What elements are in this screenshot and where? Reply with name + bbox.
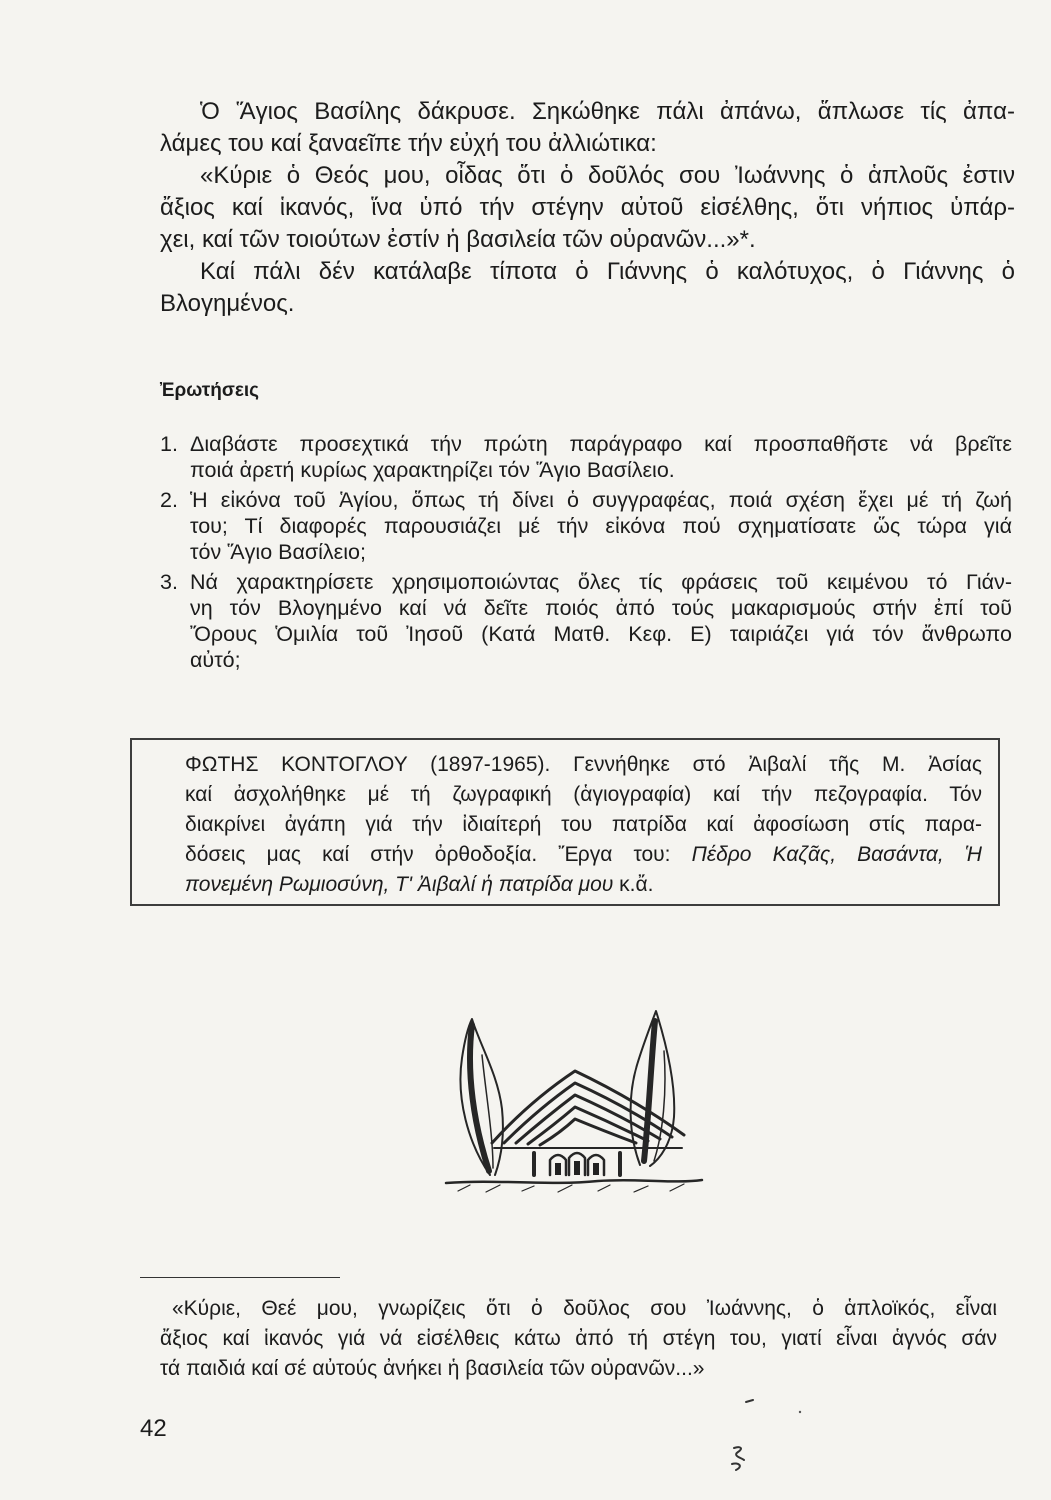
scan-mark	[720, 1390, 810, 1475]
question-line: Διαβάστε προσεχτικά τήν πρώτη παράγραφο καί προσπαθῆστε νά βρεῖτε	[190, 432, 1012, 456]
church-roof	[492, 1071, 684, 1148]
passage-line: Καί πάλι δέν κατάλαβε τίποτα ὁ Γιάννης ὁ καλότυχος, ὁ Γιάννης ὁ	[200, 258, 1015, 285]
passage-line: λάμες του καί ξαναεῖπε τήν εὐχή του ἀλλιώτικα:	[160, 130, 657, 157]
question-text	[190, 569, 1012, 673]
story-passage	[160, 96, 1015, 320]
question-line: ποιά ἀρετή κυρίως χαρακτηρίζει τόν Ἅγιο Βασίλειο.	[190, 458, 675, 482]
question-line: Ὄρους Ὁμιλία τοῦ Ἰησοῦ (Κατά Ματθ. Κεφ. Ε) ταιριάζει γιά τόν ἄνθρωπο	[190, 622, 1012, 646]
question-line: αὐτό;	[190, 648, 241, 672]
bio-line	[185, 870, 982, 900]
passage-line: χει, καί τῶν τοιούτων ἐστίν ἡ βασιλεία τῶν οὐρανῶν...»*.	[160, 226, 756, 253]
passage-line: ἄξιος καί ἱκανός, ἵνα ὑπό τήν στέγην αὐτοῦ εἰσέλθης, ὅτι νήπιος ὑπάρ-	[160, 194, 1015, 221]
question-line: Νά χαρακτηρίσετε χρησιμοποιώντας ὅλες τίς φράσεις τοῦ κειμένου τό Γιάν-	[190, 570, 1012, 594]
question-item	[160, 431, 1012, 483]
passage-line: Βλογημένος.	[160, 290, 295, 317]
bio-text-segment: δόσεις μας καί στήν ὀρθοδοξία. Ἔργα του:	[185, 843, 692, 866]
question-line: νη τόν Βλογημένο καί νά δεῖτε ποιός ἀπό τούς μακαρισμούς στήν ἐπί τοῦ	[190, 596, 1012, 620]
church-illustration	[438, 1003, 708, 1198]
footnote-rule	[140, 1277, 340, 1278]
bio-line	[185, 750, 982, 780]
question-number: 1.	[160, 432, 178, 456]
bio-line	[185, 810, 982, 840]
question-number: 2.	[160, 488, 178, 512]
bio-line	[185, 780, 982, 810]
question-number: 3.	[160, 570, 178, 594]
footnote	[160, 1294, 997, 1384]
question-text	[190, 487, 1012, 565]
bio-text-segment: διακρίνει ἀγάπη γιά τήν ἰδιαίτερή του πατρίδα καί ἀφοσίωση στίς παρα-	[185, 813, 982, 836]
works-titles: Πέδρο Καζᾶς, Βασάντα, Ἡ	[691, 843, 982, 866]
question-line: του; Τί διαφορές παρουσιάζει μέ τήν εἰκόνα πού σχηματίσατε ὥς τώρα γιά	[190, 514, 1012, 538]
bio-text-segment: ΦΩΤΗΣ ΚΟΝΤΟΓΛΟΥ (1897-1965). Γεννήθηκε στό Ἀιβαλί τῆς Μ. Ἀσίας	[185, 753, 982, 776]
bio-line	[185, 840, 982, 870]
footnote-line: τά παιδιά καί σέ αὐτούς ἀνήκει ἡ βασιλεία τῶν οὐρανῶν...»	[160, 1357, 705, 1380]
question-item	[160, 487, 1012, 565]
bio-text-segment: καί ἀσχολήθηκε μέ τή ζωγραφική (ἁγιογραφία) καί τήν πεζογραφία. Τόν	[185, 783, 982, 806]
bio-text-segment: κ.ἄ.	[613, 873, 654, 896]
page-number: 42	[140, 1415, 167, 1442]
question-text	[190, 431, 1012, 483]
footnote-line: «Κύριε, Θεέ μου, γνωρίζεις ὅτι ὁ δοῦλος σου Ἰωάννης, ὁ ἁπλοϊκός, εἶναι	[172, 1297, 997, 1320]
passage-line: «Κύριε ὁ Θεός μου, οἶδας ὅτι ὁ δοῦλός σου Ἰωάννης ὁ ἁπλοῦς ἐστιν	[200, 162, 1015, 189]
question-item	[160, 569, 1012, 673]
left-cypress	[460, 1019, 502, 1175]
passage-line: Ὁ Ἅγιος Βασίλης δάκρυσε. Σηκώθηκε πάλι ἀπάνω, ἅπλωσε τίς ἀπα-	[200, 98, 1015, 125]
author-bio-box	[130, 738, 1000, 906]
question-line: τόν Ἅγιο Βασίλειο;	[190, 540, 366, 564]
works-titles: πονεμένη Ρωμιοσύνη, Τ' Ἀιβαλί ἡ πατρίδα μου	[185, 873, 614, 896]
ground	[446, 1180, 702, 1192]
questions-heading: Ἐρωτήσεις	[160, 380, 260, 401]
question-line: Ἡ εἰκόνα τοῦ Ἁγίου, ὅπως τή δίνει ὁ συγγραφέας, ποιά σχέση ἔχει μέ τή ζωή	[190, 488, 1012, 512]
questions-section	[160, 431, 1012, 673]
author-bio-text	[185, 750, 982, 900]
footnote-line: ἄξιος καί ἱκανός γιά νά εἰσέλθεις κάτω ἀπό τή στέγη του, γιατί εἶναι ἁγνός σάν	[160, 1327, 997, 1350]
door-shadows	[555, 1161, 599, 1175]
